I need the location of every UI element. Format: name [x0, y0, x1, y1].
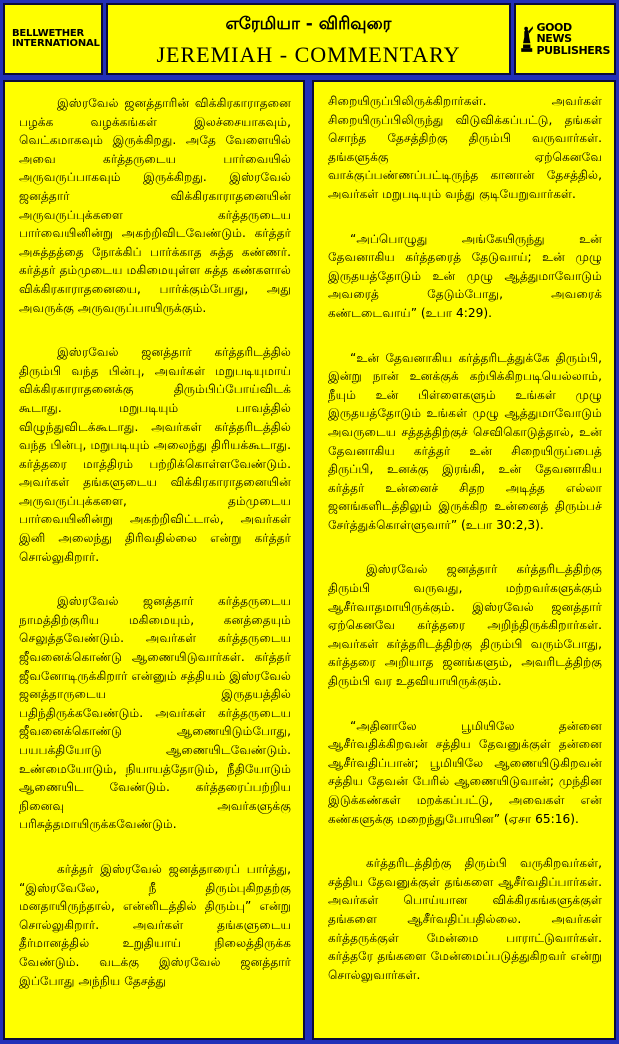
- title-english: JEREMIAH - COMMENTARY: [156, 42, 461, 67]
- right-column: [312, 80, 616, 1040]
- paragraph: இஸ்ரவேல் ஜனத்தார் கர்த்தருடைய நாமத்திற்குரிய மகிமையும், கனத்தையும் செலுத்தவேண்டும். அவர்கள் கர்த்தருடைய ஜீவனைக்கொண்டு ஆணையிடுவார்கள். கர்த்தர் ஜீவனோடிருக்கிறார் என்னும் சத்தியம் இஸ்ரவேல் ஜனத்தாருடைய இருதயத்தில் பதிந்திருக்கவேண்டும். அவர்கள் கர்த்தருடைய ஜீவனைக்கொண்டு ஆணையிடும்போது, பயபக்தியோடு ஆணையிடவேண்டும். உண்மையோடும், நியாயத்தோடும், நீதியோடும் ஆணையிட வேண்டும். கர்த்தரைப்பற்றிய நினைவு அவர்களுக்கு பரிசுத்தமாயிருக்கவேண்டும்.: [19, 594, 291, 832]
- paragraph: இஸ்ரவேல் ஜனத்தார் கர்த்தரிடத்திற்கு திரும்பி வருவது, மற்றவர்களுக்கும் ஆசீர்வாதமாயிருக்கும். இஸ்ரவேல் ஜனத்தார் ஏற்கெனவே கர்த்தரை அறிந்திருக்கிறார்கள். அவர்கள் கர்த்தரிடத்திற்கு திரும்பி வரும்போது, கர்த்தரை அறியாத ஜனங்களும், அவரிடத்திற்கு திரும்பி வர உதவியாயிருக்கும்.: [328, 562, 602, 689]
- title-banner: [106, 3, 511, 75]
- title-tamil: எரேமியா - விரிவுரை: [225, 14, 392, 34]
- logo-line1: BELLWETHER: [12, 27, 85, 39]
- left-column: [3, 80, 305, 1040]
- paragraph: கர்த்தரிடத்திற்கு திரும்பி வருகிறவர்கள், சத்திய தேவனுக்குள் தங்களை ஆசீர்வதிப்பார்கள். அவர்கள் பொய்யான விக்கிரகங்களுக்குள் தங்களை ஆசீர்வதிப்பதில்லை. அவர்கள் கர்த்தருக்குள் மேன்மை பாராட்டுவார்கள். கர்த்தரே தங்களை மேன்மைப்படுத்துகிறவர் என்று சொல்லுவார்கள்.: [328, 856, 602, 982]
- paragraph: இஸ்ரவேல் ஜனத்தாரின் விக்கிரகாராதனை பழக்க வழக்கங்கள் இலச்சையாகவும், வெட்கமாகவும் இருக்கிறது. அதே வேளையில் அவை கர்த்தருடைய பார்வையில் அருவருப்பாகவும் இருக்கிறது. இஸ்ரவேல் ஜனத்தார் விக்கிரகாராதனையின் அருவருப்புக்களை கர்த்தருடைய பார்வையினின்று அகற்றிவிடவேண்டும். கர்த்தர் அசுத்தத்தை நோக்கிப் பார்க்காத சுத்த கண்ணர். கர்த்தர் தம்முடைய மகிமையுள்ள சுத்த கண்களால் விக்கிரகாராதனையை, பார்க்கும்போது, அது அவருக்கு அருவருப்பாயிருக்கும்.: [19, 96, 291, 315]
- scripture-quote: “உன் தேவனாகிய கர்த்தரிடத்துக்கே திரும்பி, இன்று நான் உனக்குக் கற்பிக்கிறபடியெல்லாம், நீயும் உன் பிள்ளைகளும் உங்கள் முழு இருதயத்தோடும் உங்கள் முழு ஆத்துமாவோடும் அவருடைய சத்தத்திற்குச் செவிகொடுத்தால், உன் தேவனாகிய கர்த்தர் உன் சிறையிருப்பைத் திருப்பி, உனக்கு இரங்கி, உன் தேவனாகிய கர்த்தர் உன்னைச் சிதற அடித்த எல்லா ஜனங்களிடத்திலும் இருக்கிற உன்னைத் திரும்பச் சேர்த்துக்கொள்ளுவார்” (உபா 30:2,3).: [328, 350, 602, 532]
- scripture-quote: “அப்பொழுது அங்கேயிருந்து உன் தேவனாகிய கர்த்தரைத் தேடுவாய்; உன் முழு இருதயத்தோடும் உன் முழு ஆத்துமாவோடும் அவரைத் தேடும்போது, அவரைக் கண்டடைவாய்” (உபா 4:29).: [328, 231, 602, 320]
- paragraph: இஸ்ரவேல் ஜனத்தார் கர்த்தரிடத்தில் திரும்பி வந்த பின்பு, அவர்கள் மறுபடியுமாய் விக்கிரகாராதனைக்கு திரும்பிப்போய்விடக் கூடாது. மறுபடியும் பாவத்தில் விழுந்துவிடக்கூடாது. அவர்கள் கர்த்தரிடத்தில் வந்த பின்பு, மறுபடியும் அலைந்து திரியக்கூடாது. கர்த்தரை மாத்திரம் பற்றிக்கொள்ளவேண்டும். அவர்கள் தங்களுடைய விக்கிரகாராதனையின் அருவருப்புக்களை, தம்முடைய பார்வையினின்று அகற்றிவிட்டால், அவர்கள் இனி அலைந்து திரிவதில்லை என்று கர்த்தர் சொல்லுகிறார்.: [19, 345, 291, 564]
- paragraph: கர்த்தர் இஸ்ரவேல் ஜனத்தாரைப் பார்த்து, “இஸ்ரவேலே, நீ திரும்புகிறதற்கு மனதாயிருந்தால், என்னிடத்தில் திரும்பு” என்று சொல்லுகிறார். அவர்கள் தங்களுடைய தீர்மானத்தில் உறுதியாய் நிலைத்திருக்க வேண்டும். வடக்கு இஸ்ரவேல் ஜனத்தார் இப்போது அந்நிய தேசத்து: [19, 861, 291, 988]
- logo-line2: PUBLISHERS: [536, 43, 610, 57]
- logo-line2: INTERNATIONAL: [12, 38, 100, 49]
- scripture-quote: “அதினாலே பூமியிலே தன்னை ஆசீர்வதிக்கிறவன் சத்திய தேவனுக்குள் தன்னை ஆசீர்வதிப்பான்; பூமியிலே ஆணையிடுகிறவன் சத்திய தேவன் பேரில் ஆணையிடுவான்; முந்தின இடுக்கண்கள் மறக்கப்பட்டு, அவைகள் என் கண்களுக்கு மறைந்துபோயின” (ஏசா 65:16).: [328, 718, 602, 826]
- bellwether-logo: [3, 3, 103, 75]
- herald-figure-icon: [520, 16, 533, 62]
- goodnews-logo: [514, 3, 616, 75]
- logo-line1: GOOD NEWS: [536, 20, 572, 46]
- paragraph: சிறையிருப்பிலிருக்கிறார்கள். அவர்கள் சிறையிருப்பிலிருந்து விடுவிக்கப்பட்டு, தங்கள் சொந்த தேசத்திற்கு திரும்பி வருவார்கள். தங்களுக்கு ஏற்கெனவே வாக்குப்பண்ணப்பட்டிருந்த கானான் தேசத்தில், அவர்கள் மறுபடியும் வந்து குடியேறுவார்கள்.: [328, 94, 602, 201]
